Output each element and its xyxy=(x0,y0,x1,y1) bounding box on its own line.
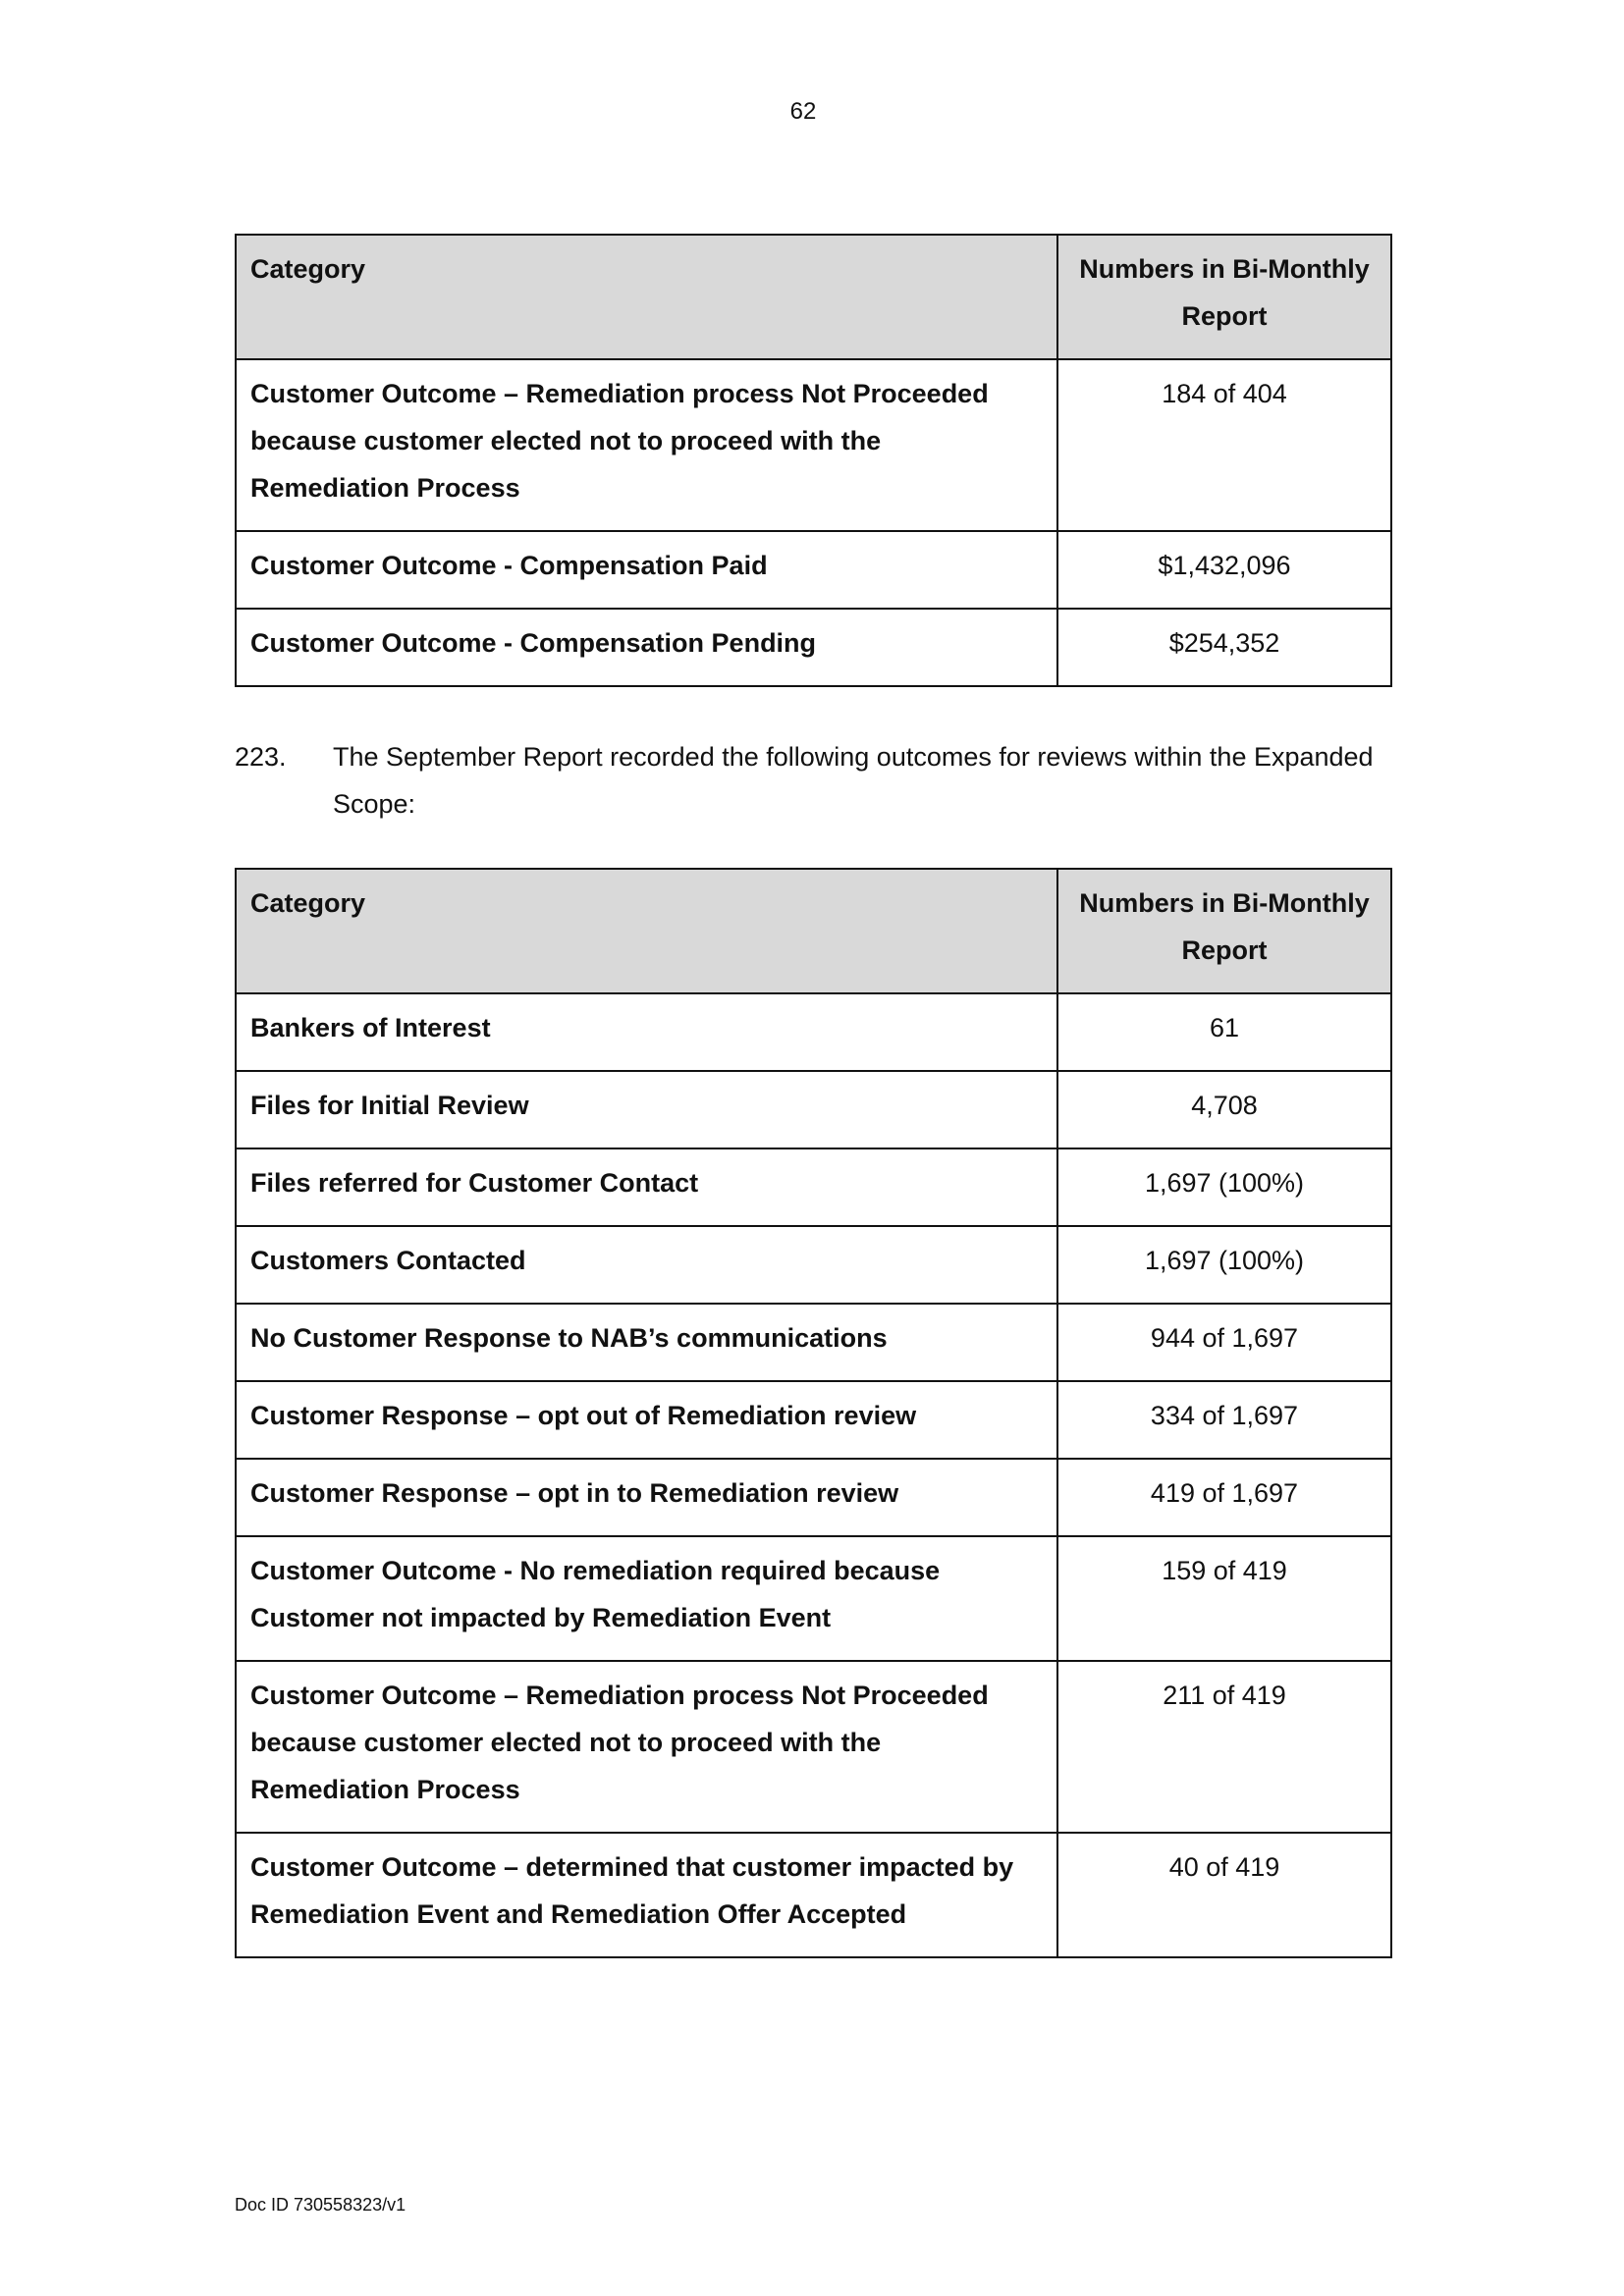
table-row xyxy=(236,1661,1391,1833)
table-row xyxy=(236,1833,1391,1957)
document-id-footer: Doc ID 730558323/v1 xyxy=(235,2195,406,2215)
category-cell: Customer Outcome – Remediation process Not Proceeded because customer elected not to proceed with the Remediation Process xyxy=(236,359,1057,531)
paragraph-number: 223. xyxy=(235,742,287,772)
outcomes-table-1 xyxy=(235,234,1392,687)
value-cell: 159 of 419 xyxy=(1057,1536,1391,1661)
value-cell: $1,432,096 xyxy=(1057,531,1391,609)
category-cell: No Customer Response to NAB’s communications xyxy=(236,1304,1057,1381)
category-cell: Customer Outcome – determined that customer impacted by Remediation Event and Remediation Offer Accepted xyxy=(236,1833,1057,1957)
table-row xyxy=(236,1148,1391,1226)
category-cell: Customer Outcome - No remediation required because Customer not impacted by Remediation Event xyxy=(236,1536,1057,1661)
value-cell: 1,697 (100%) xyxy=(1057,1226,1391,1304)
value-cell: 419 of 1,697 xyxy=(1057,1459,1391,1536)
table-row xyxy=(236,1226,1391,1304)
value-cell: $254,352 xyxy=(1057,609,1391,686)
table-row xyxy=(236,1304,1391,1381)
table-header-row xyxy=(236,869,1391,993)
category-cell: Customer Outcome - Compensation Paid xyxy=(236,531,1057,609)
value-cell: 61 xyxy=(1057,993,1391,1071)
category-cell: Bankers of Interest xyxy=(236,993,1057,1071)
table-row xyxy=(236,531,1391,609)
table-row xyxy=(236,1536,1391,1661)
category-cell: Customer Outcome - Compensation Pending xyxy=(236,609,1057,686)
column-header-category: Category xyxy=(236,235,1057,359)
category-cell: Customer Response – opt out of Remediation review xyxy=(236,1381,1057,1459)
value-cell: 184 of 404 xyxy=(1057,359,1391,531)
column-header-category: Category xyxy=(236,869,1057,993)
category-cell: Customer Outcome – Remediation process Not Proceeded because customer elected not to proceed with the Remediation Process xyxy=(236,1661,1057,1833)
paragraph-223 xyxy=(235,733,1393,828)
category-cell: Customer Response – opt in to Remediation review xyxy=(236,1459,1057,1536)
category-cell: Files for Initial Review xyxy=(236,1071,1057,1148)
table-header-row xyxy=(236,235,1391,359)
value-cell: 4,708 xyxy=(1057,1071,1391,1148)
value-cell: 40 of 419 xyxy=(1057,1833,1391,1957)
table-row xyxy=(236,609,1391,686)
value-cell: 944 of 1,697 xyxy=(1057,1304,1391,1381)
category-cell: Files referred for Customer Contact xyxy=(236,1148,1057,1226)
column-header-numbers: Numbers in Bi-Monthly Report xyxy=(1057,869,1391,993)
column-header-numbers: Numbers in Bi-Monthly Report xyxy=(1057,235,1391,359)
table-row xyxy=(236,1459,1391,1536)
value-cell: 334 of 1,697 xyxy=(1057,1381,1391,1459)
paragraph-text: The September Report recorded the following outcomes for reviews within the Expanded Scope: xyxy=(333,742,1374,819)
outcomes-table-2 xyxy=(235,868,1392,1958)
value-cell: 1,697 (100%) xyxy=(1057,1148,1391,1226)
category-cell: Customers Contacted xyxy=(236,1226,1057,1304)
value-cell: 211 of 419 xyxy=(1057,1661,1391,1833)
table-row xyxy=(236,1381,1391,1459)
table-row xyxy=(236,1071,1391,1148)
table-row xyxy=(236,993,1391,1071)
page-number: 62 xyxy=(789,98,817,125)
table-row xyxy=(236,359,1391,531)
